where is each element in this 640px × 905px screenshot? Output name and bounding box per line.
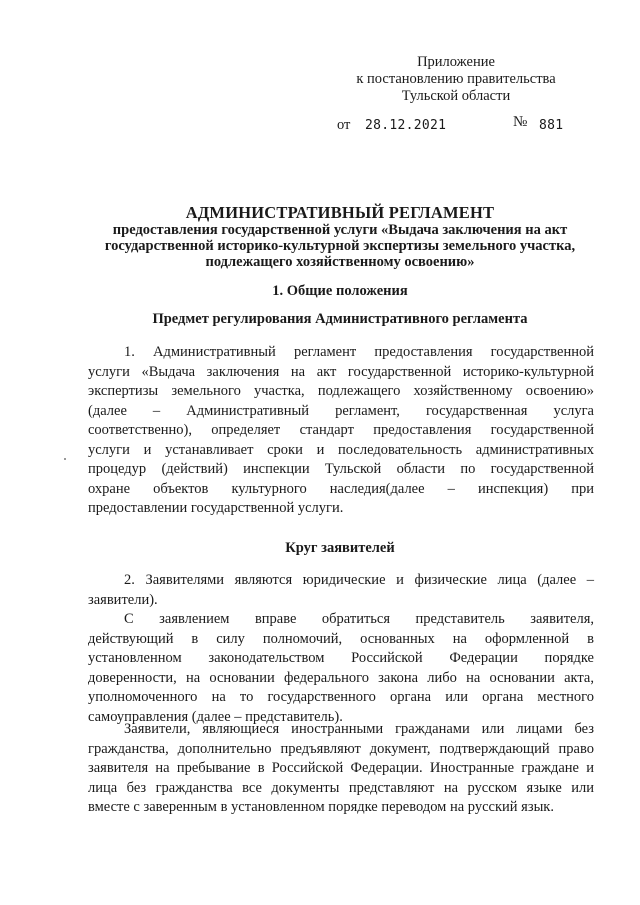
text-line: гражданства, дополнительно предъявляют документ, подтверждающий право [88,740,594,757]
text-line: 1. Административный регламент предоставления государственной [124,344,594,360]
subtitle-line: государственной историко-культурной экспертизы земельного участка, [104,238,576,254]
text-line: уполномоченного на то государственного органа или органа местного [88,689,594,705]
text-line: самоуправления (далее – представитель). [88,708,343,725]
appendix-line: к постановлению правительства [356,71,556,87]
text-line: услуги «Выдача заключения на акт государственной историко-культурной [88,363,594,380]
subtitle-line: предоставления государственной услуги «Выдача заключения на акт [112,222,568,238]
text-line: процедур (действий) инспекции Тульской области по государственной [88,461,594,477]
subsection-heading: Круг заявителей [285,540,395,556]
text-line: предоставлении государственной услуги. [88,500,344,516]
text-line: Заявители, являющиеся иностранными гражданами или лицами без [124,721,594,737]
scan-mark [64,458,66,460]
paragraph-4 [88,720,594,818]
text-line: экспертизы земельного участка, подлежащего хозяйственному освоению» [88,383,594,399]
paragraph-1 [88,343,594,519]
appendix-line: Приложение [417,54,495,70]
text-line: соответственно), определяет стандарт предоставления государственной [88,422,594,438]
text-line: установленном законодательством Российской Федерации порядке [88,650,594,666]
text-line: охране объектов культурного наследия(далее – инспекция) при [88,480,594,497]
appendix-line: Тульской области [401,88,511,104]
text-line: (далее – Административный регламент, государственная услуга [88,402,594,419]
subsection-heading: Предмет регулирования Административного регламента [152,311,528,327]
text-line: услуги и устанавливает сроки и последовательность административных [88,441,594,458]
subtitle-line: подлежащего хозяйственному освоению» [205,254,475,270]
text-line: С заявлением вправе обратиться представитель заявителя, [124,611,594,627]
text-line: лица без гражданства все документы представляют на русском языке или [88,779,594,796]
text-line: заявители). [88,591,158,608]
reference-number: 881 [539,118,564,133]
text-line: действующий в силу полномочий, основанных на оформленной в [88,630,594,647]
reference-date: 28.12.2021 [365,118,447,133]
text-line: доверенности, на основании федерального закона либо на основании акта, [88,669,594,686]
text-line: вместе с заверенным в установленном порядке переводом на русский язык. [88,799,554,815]
paragraph-3 [88,610,594,727]
document-subtitle [60,222,620,270]
appendix-block [340,54,572,105]
reference-number-label: № [513,114,528,130]
section-heading: 1. Общие положения [272,283,408,299]
paragraph-2 [88,571,594,610]
text-line: 2. Заявителями являются юридические и физические лица (далее – [124,572,594,588]
text-line: заявителя на пребывание в Российской Федерации. Иностранные граждане и [88,760,594,776]
reference-date-label: от [337,117,351,133]
document-title: АДМИНИСТРАТИВНЫЙ РЕГЛАМЕНТ [185,203,495,222]
